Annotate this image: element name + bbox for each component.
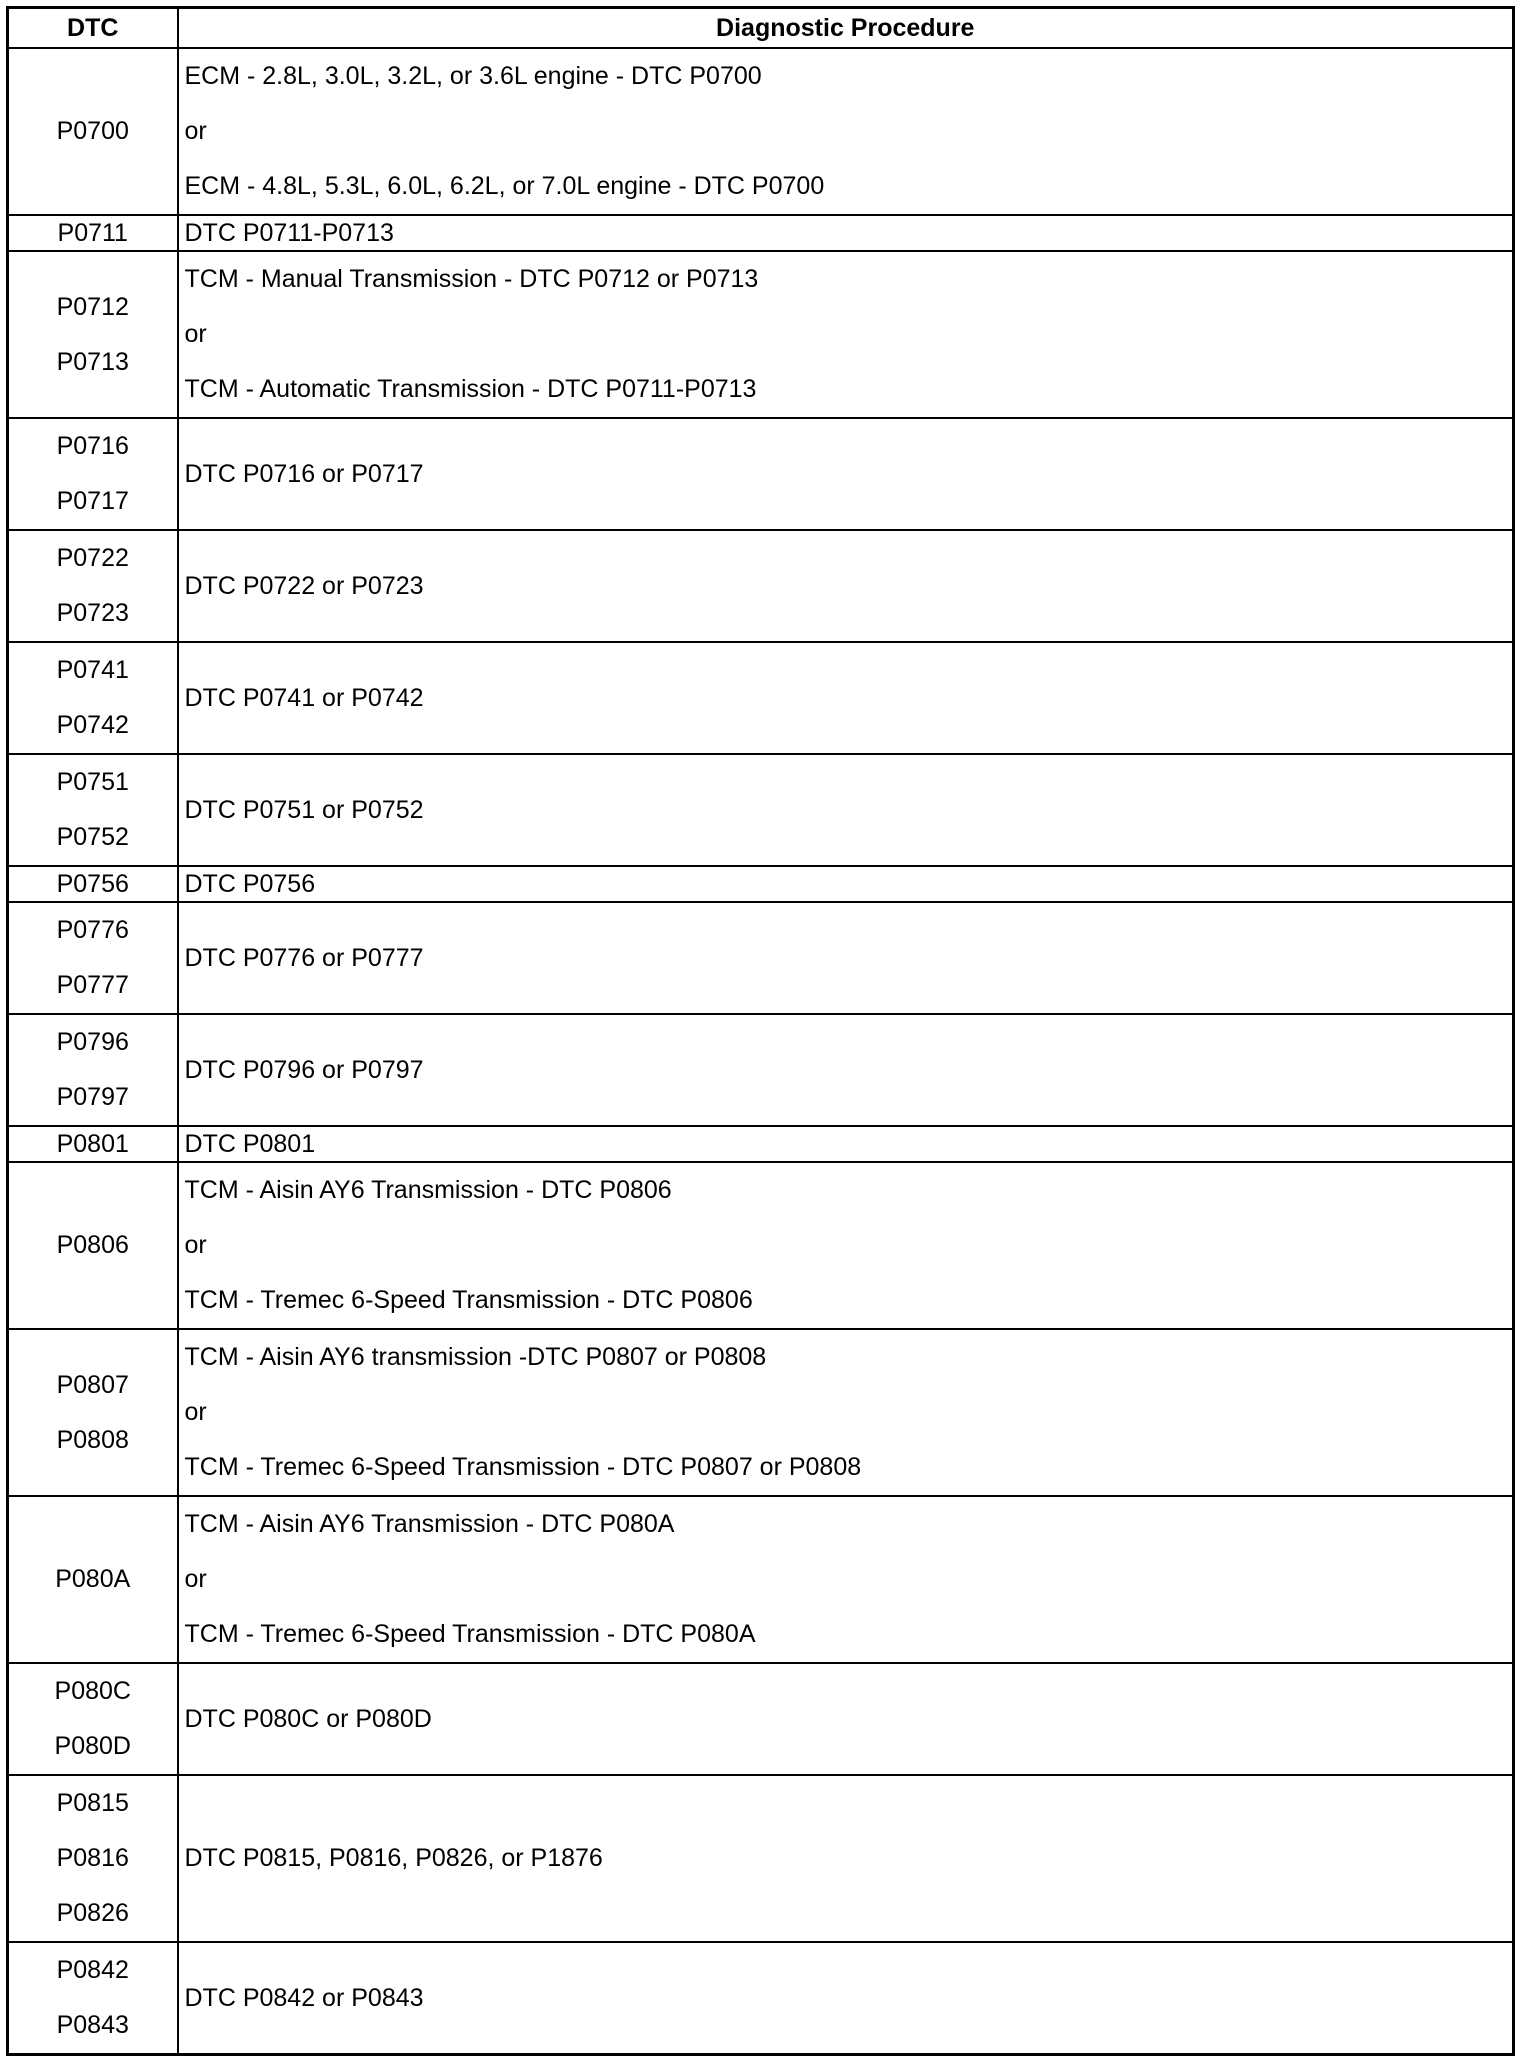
header-row bbox=[8, 8, 1514, 49]
dtc-code-cell bbox=[8, 530, 178, 642]
procedure-line: DTC P080C or P080D bbox=[184, 1704, 432, 1733]
procedure-line: or bbox=[184, 320, 207, 348]
diagnostic-procedure-cell bbox=[178, 642, 1514, 754]
dtc-code: P0815 bbox=[56, 1789, 129, 1817]
procedure-line: TCM - Tremec 6-Speed Transmission - DTC P0806 bbox=[184, 1286, 753, 1314]
dtc-table bbox=[6, 6, 1515, 2056]
dtc-code: P0808 bbox=[56, 1425, 129, 1454]
dtc-code: P0796 bbox=[56, 1028, 129, 1056]
procedure-line: TCM - Aisin AY6 Transmission - DTC P080A bbox=[184, 1510, 675, 1538]
table-row bbox=[8, 754, 1514, 866]
dtc-code: P0843 bbox=[56, 2011, 129, 2039]
procedure-line: or bbox=[184, 1398, 207, 1426]
diagnostic-procedure-cell bbox=[178, 48, 1514, 215]
table-row bbox=[8, 642, 1514, 754]
procedure-line: DTC P0776 or P0777 bbox=[184, 943, 424, 972]
table-row bbox=[8, 251, 1514, 418]
dtc-code: P080D bbox=[54, 1732, 131, 1760]
diagnostic-procedure-cell bbox=[178, 1496, 1514, 1663]
procedure-line: DTC P0801 bbox=[184, 1130, 316, 1158]
procedure-line: DTC P0711-P0713 bbox=[184, 219, 394, 247]
diagnostic-procedure-cell bbox=[178, 251, 1514, 418]
procedure-line: or bbox=[184, 1231, 207, 1259]
dtc-code-cell bbox=[8, 1663, 178, 1775]
procedure-line: DTC P0815, P0816, P0826, or P1876 bbox=[184, 1844, 603, 1872]
procedure-line: TCM - Aisin AY6 transmission -DTC P0807 or P0808 bbox=[184, 1343, 767, 1371]
dtc-code: P0776 bbox=[56, 916, 129, 944]
dtc-code: P0712 bbox=[56, 292, 129, 321]
dtc-code: P0797 bbox=[56, 1083, 129, 1111]
procedure-line: DTC P0751 or P0752 bbox=[184, 795, 424, 824]
dtc-code: P0711 bbox=[57, 219, 128, 247]
procedure-line: or bbox=[184, 1565, 207, 1593]
dtc-code-cell bbox=[8, 902, 178, 1014]
dtc-code: P0741 bbox=[56, 656, 129, 684]
dtc-code-cell bbox=[8, 642, 178, 754]
dtc-code: P0807 bbox=[56, 1370, 129, 1399]
diagnostic-procedure-cell bbox=[178, 1775, 1514, 1942]
table-row bbox=[8, 1014, 1514, 1126]
dtc-code-cell bbox=[8, 251, 178, 418]
table-row bbox=[8, 902, 1514, 1014]
procedure-line: TCM - Tremec 6-Speed Transmission - DTC P0807 or P0808 bbox=[184, 1453, 862, 1481]
diagnostic-procedure-cell bbox=[178, 215, 1514, 251]
dtc-code-cell bbox=[8, 1162, 178, 1329]
header-diagnostic-procedure: Diagnostic Procedure bbox=[178, 8, 1514, 49]
header-dtc: DTC bbox=[8, 8, 178, 49]
diagnostic-procedure-cell bbox=[178, 866, 1514, 902]
procedure-line: DTC P0842 or P0843 bbox=[184, 1983, 424, 2012]
table-wrapper bbox=[6, 6, 1515, 2056]
diagnostic-procedure-cell bbox=[178, 1329, 1514, 1496]
procedure-line: DTC P0741 or P0742 bbox=[184, 683, 424, 712]
table-row bbox=[8, 215, 1514, 251]
diagnostic-procedure-cell bbox=[178, 1014, 1514, 1126]
table-row bbox=[8, 418, 1514, 530]
dtc-code: P0723 bbox=[56, 599, 129, 627]
dtc-code: P0722 bbox=[56, 544, 129, 572]
dtc-code-cell bbox=[8, 1775, 178, 1942]
diagnostic-procedure-cell bbox=[178, 1126, 1514, 1162]
dtc-code: P0717 bbox=[56, 487, 129, 515]
procedure-line: ECM - 2.8L, 3.0L, 3.2L, or 3.6L engine - DTC P0700 bbox=[184, 62, 762, 90]
dtc-code: P0816 bbox=[56, 1844, 129, 1872]
dtc-code: P0777 bbox=[56, 971, 129, 999]
dtc-code: P0751 bbox=[56, 768, 129, 796]
dtc-code: P080A bbox=[55, 1565, 131, 1593]
diagnostic-procedure-cell bbox=[178, 754, 1514, 866]
dtc-code: P080C bbox=[54, 1677, 131, 1705]
procedure-line: TCM - Tremec 6-Speed Transmission - DTC P080A bbox=[184, 1620, 756, 1648]
dtc-code-cell bbox=[8, 866, 178, 902]
dtc-code: P0842 bbox=[56, 1956, 129, 1984]
dtc-code-cell bbox=[8, 1942, 178, 2055]
procedure-line: TCM - Manual Transmission - DTC P0712 or P0713 bbox=[184, 265, 759, 293]
dtc-code: P0801 bbox=[56, 1130, 129, 1158]
diagnostic-procedure-cell bbox=[178, 1663, 1514, 1775]
dtc-code: P0756 bbox=[56, 870, 129, 898]
procedure-line: or bbox=[184, 117, 207, 145]
dtc-code-cell bbox=[8, 754, 178, 866]
dtc-code: P0826 bbox=[56, 1899, 129, 1927]
dtc-code: P0700 bbox=[56, 117, 129, 145]
table-row bbox=[8, 530, 1514, 642]
dtc-code-cell bbox=[8, 1329, 178, 1496]
table-body bbox=[8, 48, 1514, 2055]
table-row bbox=[8, 866, 1514, 902]
dtc-code-cell bbox=[8, 1496, 178, 1663]
diagnostic-procedure-cell bbox=[178, 418, 1514, 530]
procedure-line: ECM - 4.8L, 5.3L, 6.0L, 6.2L, or 7.0L engine - DTC P0700 bbox=[184, 172, 825, 200]
dtc-code: P0806 bbox=[56, 1231, 129, 1259]
procedure-line: DTC P0716 or P0717 bbox=[184, 459, 424, 488]
diagnostic-procedure-cell bbox=[178, 1942, 1514, 2055]
procedure-line: TCM - Aisin AY6 Transmission - DTC P0806 bbox=[184, 1176, 672, 1204]
dtc-code-cell bbox=[8, 1126, 178, 1162]
procedure-line: DTC P0756 bbox=[184, 870, 316, 898]
table-row bbox=[8, 1162, 1514, 1329]
dtc-code: P0713 bbox=[56, 347, 129, 376]
dtc-code: P0742 bbox=[56, 711, 129, 739]
diagnostic-procedure-cell bbox=[178, 902, 1514, 1014]
table-row bbox=[8, 1775, 1514, 1942]
table-row bbox=[8, 1126, 1514, 1162]
procedure-line: TCM - Automatic Transmission - DTC P0711-P0713 bbox=[184, 375, 757, 403]
dtc-code-cell bbox=[8, 1014, 178, 1126]
diagnostic-procedure-cell bbox=[178, 530, 1514, 642]
table-row bbox=[8, 1942, 1514, 2055]
dtc-code-cell bbox=[8, 48, 178, 215]
diagnostic-procedure-cell bbox=[178, 1162, 1514, 1329]
procedure-line: DTC P0796 or P0797 bbox=[184, 1055, 424, 1084]
dtc-code: P0716 bbox=[56, 432, 129, 460]
table-row bbox=[8, 1496, 1514, 1663]
dtc-code-cell bbox=[8, 418, 178, 530]
dtc-code: P0752 bbox=[56, 823, 129, 851]
table-row bbox=[8, 48, 1514, 215]
dtc-code-cell bbox=[8, 215, 178, 251]
table-row bbox=[8, 1329, 1514, 1496]
procedure-line: DTC P0722 or P0723 bbox=[184, 571, 424, 600]
table-row bbox=[8, 1663, 1514, 1775]
